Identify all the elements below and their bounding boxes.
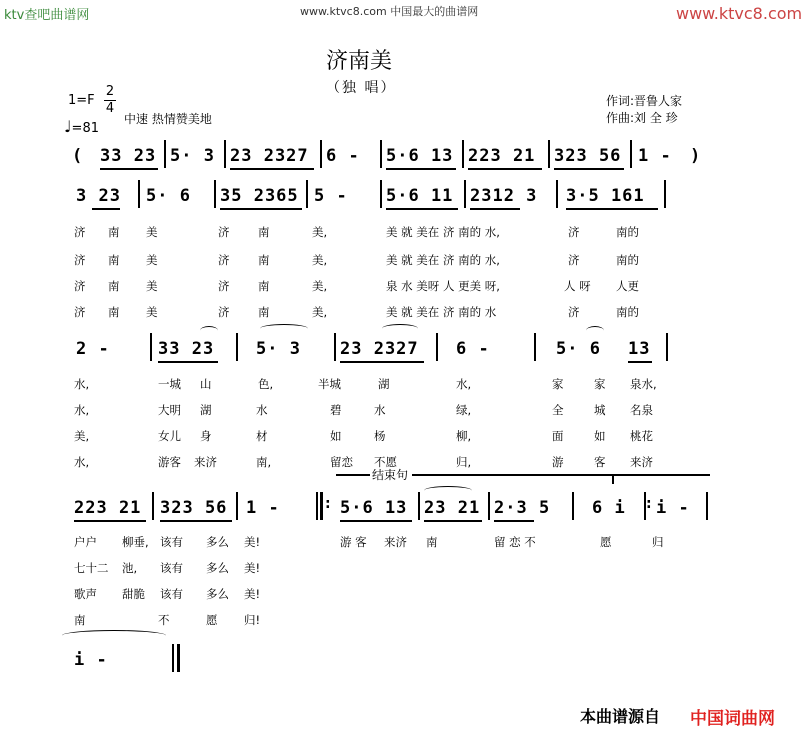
site-header-right: www.ktvc8.com xyxy=(676,4,802,23)
measure: 23 2327 xyxy=(230,146,309,166)
composer: 作曲:刘 全 珍 xyxy=(606,111,678,125)
measure: 23 21 xyxy=(424,498,481,518)
measure: 5·6 13 xyxy=(340,498,408,518)
measure: 35 2365 xyxy=(220,186,299,206)
measure: 6 - xyxy=(456,339,490,359)
measure: 3·5 161 xyxy=(566,186,645,206)
measure: 5·6 13 xyxy=(386,146,454,166)
measure: 323 56 xyxy=(554,146,622,166)
measure: 5· 3 xyxy=(170,146,215,166)
measure: 2 - xyxy=(76,339,110,359)
performance-style: 中速 热情赞美地 xyxy=(124,112,212,126)
time-signature xyxy=(104,84,116,117)
measure: 13 xyxy=(628,339,651,359)
measure: 2·3 5 xyxy=(494,498,551,518)
measure: 223 21 xyxy=(468,146,536,166)
source-label: 本曲谱源自 xyxy=(580,707,661,726)
measure: 2312 3 xyxy=(470,186,538,206)
measure: 33 23 xyxy=(158,339,215,359)
measure: ) xyxy=(690,146,702,166)
measure: 23 2327 xyxy=(340,339,419,359)
end-phrase-label: 结束句 xyxy=(372,468,409,482)
measure: 223 21 xyxy=(74,498,142,518)
song-title: 济南美 xyxy=(326,49,393,74)
song-subtitle: （独 唱） xyxy=(326,80,397,96)
tempo-value: =81 xyxy=(71,121,99,136)
measure: 1 - xyxy=(638,146,672,166)
measure: 33 23 xyxy=(100,146,157,166)
measure: 5· 3 xyxy=(256,339,301,359)
site-header-middle: www.ktvc8.com 中国最大的曲谱网 xyxy=(300,5,479,18)
time-signature-bottom: 4 xyxy=(105,101,115,116)
measure: i - xyxy=(656,498,690,518)
measure: 6 i xyxy=(592,498,626,518)
measure: 323 56 xyxy=(160,498,228,518)
source-site: 中国词曲网 xyxy=(690,709,775,729)
site-header-left: ktv查吧曲谱网 xyxy=(4,8,90,23)
lyricist: 作词:晋鲁人家 xyxy=(606,94,683,108)
measure: 1 - xyxy=(246,498,280,518)
measure: ( xyxy=(72,146,84,166)
repeat-sign-icon: : xyxy=(325,496,331,512)
time-signature-top: 2 xyxy=(105,84,115,99)
key-signature: 1=F xyxy=(68,93,95,108)
measure: 5· 6 xyxy=(556,339,601,359)
measure: i - xyxy=(74,650,108,670)
quarter-note-icon: ♩ xyxy=(64,117,72,136)
repeat-sign-icon: : xyxy=(646,496,652,512)
measure: 3 23 xyxy=(76,186,121,206)
measure: 5· 6 xyxy=(146,186,191,206)
measure: 5·6 11 xyxy=(386,186,454,206)
measure: 6 - xyxy=(326,146,360,166)
tempo-mark xyxy=(64,117,99,136)
measure: 5 - xyxy=(314,186,348,206)
